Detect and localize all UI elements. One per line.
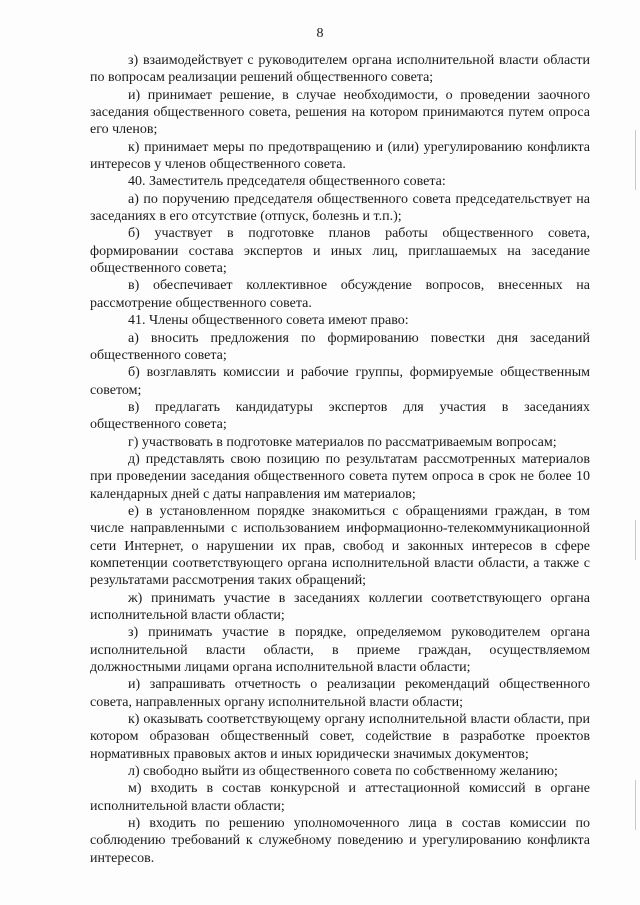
paragraph-41-l: л) свободно выйти из общественного совета по собственному желанию;	[128, 764, 558, 780]
document-body	[90, 52, 590, 867]
paragraph-3-z: з) взаимодействует с руководителем органа исполнительной власти области по вопросам реализации решений общественного совета;	[90, 53, 590, 86]
paragraph-41-b: б) возглавлять комиссии и рабочие группы, формируемые общественным советом;	[90, 365, 590, 398]
paragraph-40-b: б) участвует в подготовке планов работы общественного совета, формировании состава экспертов и иных лиц, приглашаемых на заседание общественного совета;	[90, 226, 590, 277]
paragraph-41-v: в) предлагать кандидатуры экспертов для участия в заседаниях общественного совета;	[90, 399, 590, 433]
paragraph-40-a: а) по поручению председателя общественного совета председательствует на заседаниях в его отсутствие (отпуск, болезнь и т.п.);	[90, 191, 590, 225]
paragraph-41-a: а) вносить предложения по формированию повестки дня заседаний общественного совета;	[90, 330, 590, 363]
paragraph-41-m: м) входить в состав конкурсной и аттестационной комиссий в органе исполнительной власти области;	[90, 781, 590, 814]
paragraph-41-n: н) входить по решению уполномоченного лица в состав комиссии по соблюдению требований к служебному поведению и урегулированию конфликта интересов.	[90, 816, 590, 866]
paragraph-41-e: е) в установленном порядке знакомиться с обращениями граждан, в том числе направленными с использованием информационно-телекоммуникационной сети Интернет, о нарушении их прав, свобод и законных интересов в сфере компетенции соответствующего органа исполнительной власти области, а также с результатами рассмотрения таких обращений;	[90, 503, 590, 589]
clause-41-heading: 41. Члены общественного совета имеют право:	[128, 313, 409, 329]
paragraph-41-zh: ж) принимать участие в заседаниях коллегии соответствующего органа исполнительной власти области;	[90, 590, 590, 623]
paragraph-41-d: д) представлять свою позицию по результатам рассмотренных материалов при проведении заседания общественного совета путем опроса в срок не более 10 календарных дней с даты направления им материалов;	[90, 451, 590, 502]
paragraph-41-z: з) принимать участие в порядке, определяемом руководителем органа исполнительной власти области, в приеме граждан, осуществляемом должностными лицами органа исполнительной власти области;	[90, 625, 590, 676]
scan-edge-mark	[635, 780, 636, 830]
paragraph-41-k: к) оказывать соответствующему органу исполнительной власти области, при котором образован общественный совет, содействие в разработке проектов нормативных правовых актов и иных юридически значимых документов;	[90, 712, 590, 762]
scan-edge-mark	[635, 130, 636, 190]
paragraph-3-i: и) принимает решение, в случае необходимости, о проведении заочного заседания общественного совета, решения на котором принимаются путем опроса его членов;	[90, 87, 590, 138]
page-number: 8	[316, 26, 324, 41]
scan-edge-mark	[635, 520, 636, 560]
paragraph-3-k: к) принимает меры по предотвращению и (или) урегулированию конфликта интересов у членов общественного совета.	[90, 139, 590, 173]
clause-40-heading: 40. Заместитель председателя общественного совета:	[128, 174, 446, 190]
paragraph-41-g: г) участвовать в подготовке материалов по рассматриваемым вопросам;	[128, 434, 557, 450]
paragraph-41-i: и) запрашивать отчетность о реализации рекомендаций общественного совета, направленных органу исполнительной власти области;	[90, 677, 590, 710]
paragraph-40-v: в) обеспечивает коллективное обсуждение вопросов, внесенных на рассмотрение общественного совета.	[90, 278, 590, 311]
